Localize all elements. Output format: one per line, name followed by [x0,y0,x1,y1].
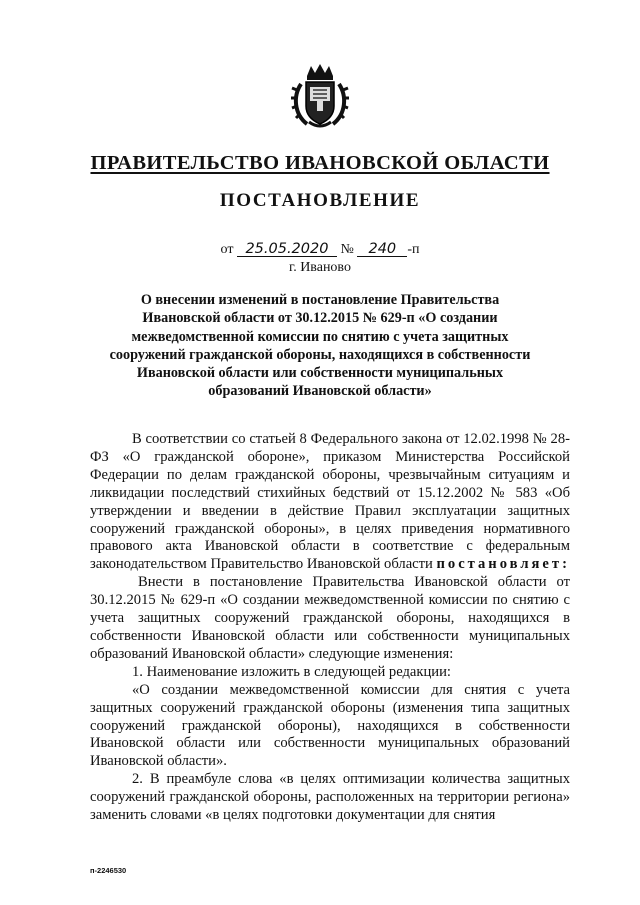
handwritten-date: 25.05.2020 [237,242,337,257]
document-body [90,431,570,825]
paragraph-item-1: 1. Наименование изложить в следующей редакции: [132,663,451,680]
paragraph-item-2: 2. В преамбуле слова «в целях оптимизации количества защитных сооружений гражданской обороны, расположенных на территории региона» заменить словами «в целях подготовки документации для снятия [90,771,570,824]
footer-code: п-2246530 [90,866,127,875]
paragraph-amend: Внести в постановление Правительства Ивановской области от 30.12.2015 № 629-п «О создании межведомственной комиссии по снятию с учета защитных сооружений гражданской обороны, находящихся в собственности Ивановской области или собственности муниципальных образований Ивановской области» следующие изменения: [90,574,570,662]
document-type-title: ПОСТАНОВЛЕНИЕ [219,190,421,211]
paragraph-item-1-text: «О создании межведомственной комиссии для снятия с учета защитных сооружений гражданской обороны (изменения типа защитных сооружений гражданской обороны), находящихся в собственности Ивановской области или собственности муниципальных образований Ивановской области». [90,681,570,770]
number-sign: № [340,242,354,257]
subject-heading: О внесении изменений в постановление Правительства Ивановской области от 30.12.2015 № 629-п «О создании межведомственной комиссии по снятию с учета защитных сооружений гражданской обороны, находящихся в собственности Ивановской области или собственности муниципальных образований Ивановской области» [109,292,531,400]
date-prefix: от [220,242,234,257]
date-number-line [0,242,640,258]
preamble-text: В соответствии со статьей 8 Федерального закона от 12.02.1998 № 28-ФЗ «О гражданской обороне», приказом Министерства Российской Федерации по делам гражданской обороны, чрезвычайным ситуациям и ликвидации последствий стихийных бедствий от 15.12.2002 № 583 «Об утверждении и введении в действие Правил эксплуатации защитных сооружений гражданской обороны», в целях приведения нормативного правового акта Ивановской области в соответствие с федеральным законодательством Правительство Ивановской области [90,431,570,573]
number-suffix: -п [407,242,420,257]
paragraph-preamble [90,431,570,574]
handwritten-number: 240 [357,242,407,257]
coat-of-arms-icon [291,62,349,130]
city-line: г. Иваново [289,260,351,275]
government-title: ПРАВИТЕЛЬСТВО ИВАНОВСКОЙ ОБЛАСТИ [90,152,550,174]
decree-word: постановляет: [436,556,570,573]
